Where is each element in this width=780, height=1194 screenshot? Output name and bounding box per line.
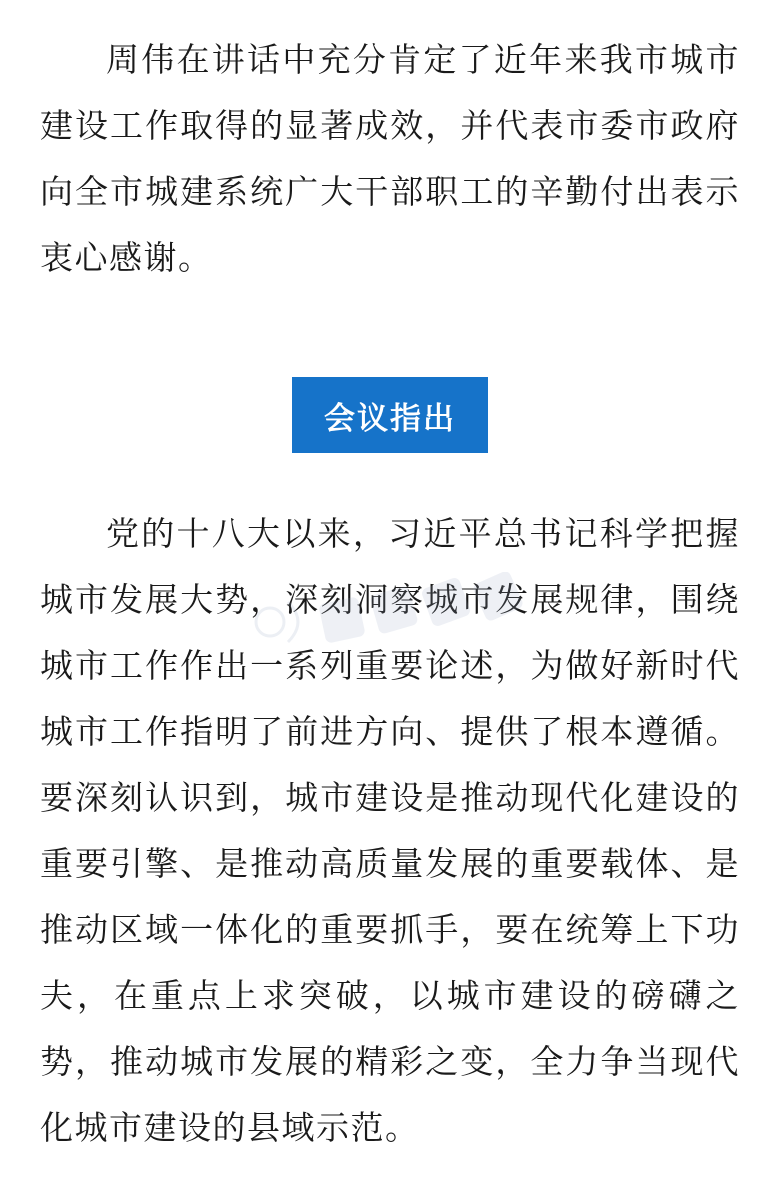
article-paragraph: 周伟在讲话中充分肯定了近年来我市城市建设工作取得的显著成效，并代表市委市政府向全市城建系统广大干部职工的辛勤付出表示衷心感谢。 [40, 40, 740, 277]
section-heading: 会议指出 [292, 377, 488, 453]
article-paragraph: 党的十八大以来，习近平总书记科学把握城市发展大势，深刻洞察城市发展规律，围绕城市工作作出一系列重要论述，为做好新时代城市工作指明了前进方向、提供了根本遵循。要深刻认识到，城市建设是推动现代化建设的重要引擎、是推动高质量发展的重要载体、是推动区域一体化的重要抓手，要在统筹上下功夫，在重点上求突破，以城市建设的磅礴之势，推动城市发展的精彩之变，全力争当现代化城市建设的县域示范。 [40, 514, 740, 1147]
